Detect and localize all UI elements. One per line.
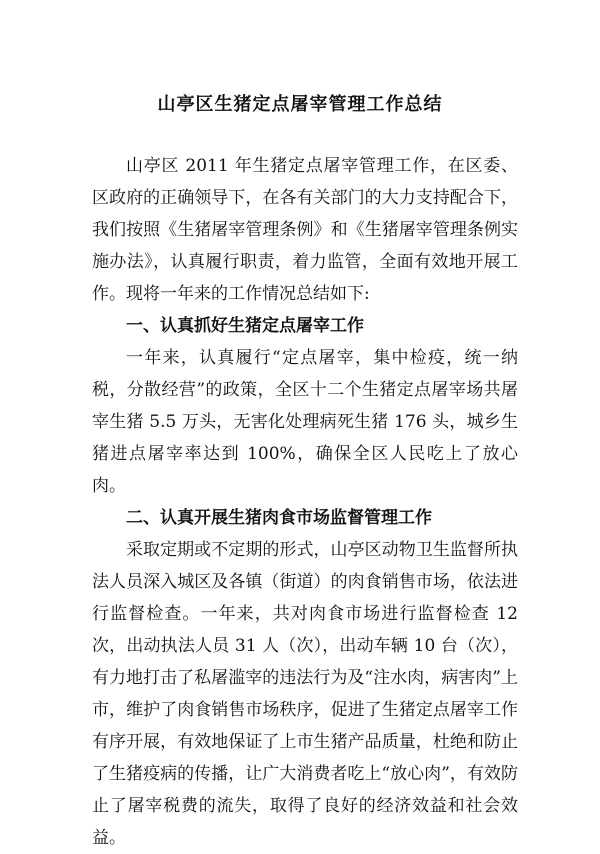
section-2-paragraph: 采取定期或不定期的形式，山亭区动物卫生监督所执法人员深入城区及各镇（街道）的肉食销售市场，依法进行监督检查。一年来，共对肉食市场进行监督检查 12 次，出动执法人员 31 人（次），出动车辆 10 台（次），有力地打击了私屠滥宰的违法行为及“注水肉，病害肉”上市，维护了肉食销售市场秩序，促进了生猪定点屠宰工作有序开展，有效地保证了上市生猪产品质量，杜绝和防止了生猪疫病的传播，让广大消费者吃上“放心肉”，有效防止了屠宰税费的流失，取得了良好的经济效益和社会效益。 [92,540,518,848]
document-title: 山亭区生猪定点屠宰管理工作总结 [157,94,443,115]
document-body [92,150,518,854]
section-1-heading: 一、认真抓好生猪定点屠宰工作 [126,316,364,336]
section-1-paragraph: 一年来，认真履行“定点屠宰，集中检疫，统一纳税，分散经营”的政策，全区十二个生猪定点屠宰场共屠宰生猪 5.5 万头，无害化处理病死生猪 176 头，城乡生猪进点屠宰率达到 100%，确保全区人民吃上了放心肉。 [92,348,518,496]
section-2-heading: 二、认真开展生猪肉食市场监督管理工作 [126,508,432,528]
intro-paragraph: 山亭区 2011 年生猪定点屠宰管理工作，在区委、区政府的正确领导下，在各有关部门的大力支持配合下，我们按照《生猪屠宰管理条例》和《生猪屠宰管理条例实施办法》，认真履行职责，着力监管，全面有效地开展工作。现将一年来的工作情况总结如下: [92,156,518,304]
